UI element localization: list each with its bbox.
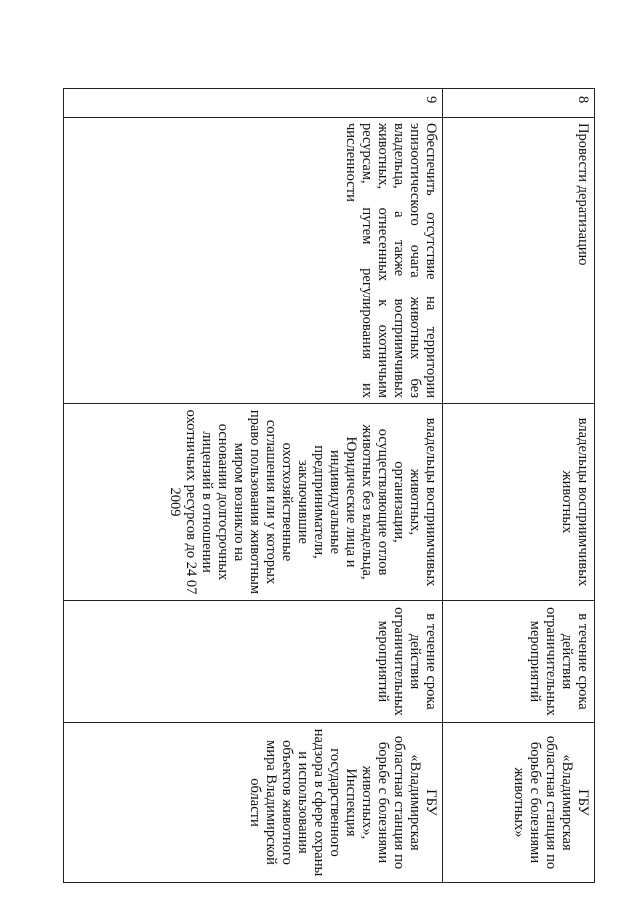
executor-cell bbox=[64, 404, 443, 601]
task-cell bbox=[64, 118, 443, 404]
responsible-text: ГБУ «Владимирская областная станция по борьбе с болезнями животных» bbox=[511, 735, 591, 870]
task-text: Обеспечить отсутствие на территории эпизоотического очага животных без владельца, а также восприимчивых животных, отнесенных к охотничьим ресурсам, путем регулирования их численности bbox=[343, 123, 439, 398]
responsible-cell bbox=[443, 723, 595, 883]
executor-text: владельцы восприимчивых животных, организации, осуществляющие отлов животных без владельца, Юридические лица и индивидуальные предприниматели, заключившие охотхозяйственные соглашения или у которых право пользования животным миром возникло на основании долгосрочных лицензий в отношении охотничьих ресурсов до 24 07 2009 bbox=[167, 409, 439, 595]
rotated-table-wrapper bbox=[68, 88, 595, 882]
row-number: 8 bbox=[575, 96, 591, 104]
term-text: в течение срока действия ограничительных мероприятий bbox=[527, 607, 591, 716]
term-cell bbox=[443, 601, 595, 723]
executor-cell bbox=[443, 404, 595, 601]
measures-table bbox=[63, 88, 595, 883]
table-row bbox=[64, 89, 443, 883]
executor-text: владельцы восприимчивых животных bbox=[559, 417, 591, 587]
term-cell bbox=[64, 601, 443, 723]
row-number: 9 bbox=[423, 96, 439, 104]
responsible-text: ГБУ «Владимирская областная станция по борьбе с болезнями животных», Инспекция государственного надзора в сфере охраны и использования объектов животного мира Владимирской области bbox=[247, 728, 439, 877]
task-text: Провести дератизацию bbox=[575, 123, 591, 266]
term-text: в течение срока действия ограничительных мероприятий bbox=[375, 607, 439, 716]
table-row bbox=[443, 89, 595, 883]
responsible-cell bbox=[64, 723, 443, 883]
row-number-cell bbox=[443, 89, 595, 118]
task-cell bbox=[443, 118, 595, 404]
row-number-cell bbox=[64, 89, 443, 118]
